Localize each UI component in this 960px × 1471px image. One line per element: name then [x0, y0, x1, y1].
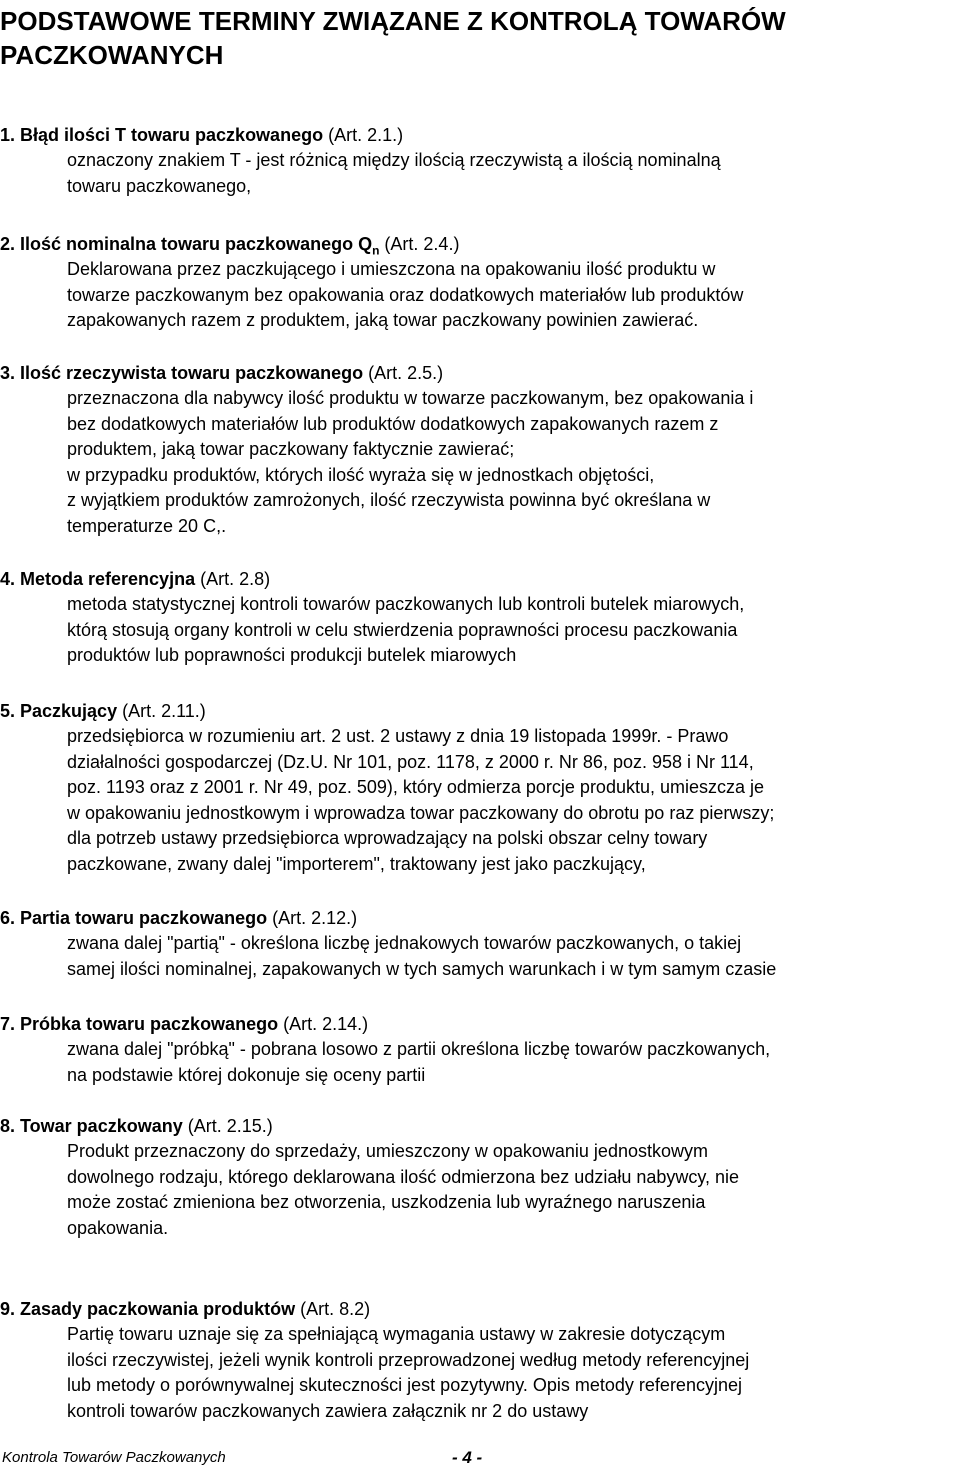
section-term: 9. Zasady paczkowania produktów	[0, 1299, 296, 1319]
section-article-ref: (Art. 2.14.)	[278, 1014, 369, 1034]
document-title	[0, 4, 960, 72]
section-term: 1. Błąd ilości T towaru paczkowanego	[0, 125, 324, 145]
section-heading	[0, 566, 960, 592]
section-line: którą stosują organy kontroli w celu stwierdzenia poprawności procesu paczkowania	[67, 619, 738, 640]
section-article-ref: (Art. 2.11.)	[117, 701, 206, 721]
section-line: produktem, jaką towar paczkowany faktycznie zawierać;	[67, 439, 515, 459]
section-line: paczkowane, zwany dalej "importerem", traktowany jest jako paczkujący,	[67, 853, 646, 874]
section-body	[67, 1322, 960, 1424]
section-7	[0, 1011, 960, 1088]
section-term: 7. Próbka towaru paczkowanego	[0, 1014, 279, 1034]
section-line: zapakowanych razem z produktem, jaką towar paczkowany powinien zawierać.	[67, 310, 699, 330]
section-line: Produkt przeznaczony do sprzedaży, umieszczony w opakowaniu jednostkowym	[67, 1141, 708, 1161]
section-line: poz. 1193 oraz z 2001 r. Nr 49, poz. 509), który odmierza porcje produktu, umieszcza je	[67, 777, 765, 797]
section-1	[0, 122, 960, 199]
section-article-ref: (Art. 2.15.)	[182, 1116, 273, 1136]
title-line-1: PODSTAWOWE TERMINY ZWIĄZANE Z KONTROLĄ TOWARÓW	[0, 6, 786, 36]
section-heading	[0, 1296, 960, 1322]
section-line: opakowania.	[67, 1217, 169, 1238]
section-body	[67, 592, 960, 669]
section-heading	[0, 905, 960, 931]
section-line: zwana dalej "próbką" - pobrana losowo z partii określona liczbę towarów paczkowanych,	[67, 1039, 771, 1059]
section-line: Deklarowana przez paczkującego i umieszczona na opakowaniu ilość produktu w	[67, 259, 716, 279]
title-line-2: PACZKOWANYCH	[0, 40, 224, 70]
section-line: zwana dalej "partią" - określona liczbę jednakowych towarów paczkowanych, o takiej	[67, 933, 742, 953]
section-line: dla potrzeb ustawy przedsiębiorca wprowadzający na polski obszar celny towary	[67, 828, 708, 848]
section-line: przedsiębiorca w rozumieniu art. 2 ust. 2 ustawy z dnia 19 listopada 1999r. - Prawo	[67, 726, 729, 746]
section-heading	[0, 122, 960, 148]
section-6	[0, 905, 960, 982]
section-line: temperaturze 20 C,.	[67, 515, 227, 536]
section-term: 5. Paczkujący	[0, 701, 118, 721]
section-4	[0, 566, 960, 669]
section-heading	[0, 231, 960, 257]
section-body	[67, 257, 960, 334]
section-term: 3. Ilość rzeczywista towaru paczkowanego	[0, 363, 364, 383]
section-body	[67, 148, 960, 199]
section-article-ref: (Art. 2.1.)	[323, 125, 404, 145]
section-term: 4. Metoda referencyjna	[0, 569, 196, 589]
section-article-ref: (Art. 2.12.)	[267, 908, 358, 928]
section-body	[67, 386, 960, 539]
section-line: metoda statystycznej kontroli towarów paczkowanych lub kontroli butelek miarowych,	[67, 594, 745, 614]
section-article-ref: (Art. 2.8)	[195, 569, 271, 589]
section-line: kontroli towarów paczkowanych zawiera załącznik nr 2 do ustawy	[67, 1400, 589, 1421]
section-heading	[0, 698, 960, 724]
footer-document-name: Kontrola Towarów Paczkowanych	[2, 1449, 226, 1466]
section-line: samej ilości nominalnej, zapakowanych w tych samych warunkach i w tym samym czasie	[67, 958, 777, 979]
section-term-subscript: n	[372, 243, 380, 258]
section-line: lub metody o porównywalnej skuteczności jest pozytywny. Opis metody referencyjnej	[67, 1375, 742, 1395]
page-number: - 4 -	[452, 1448, 483, 1467]
section-heading	[0, 1011, 960, 1037]
section-article-ref: (Art. 8.2)	[295, 1299, 371, 1319]
section-line: bez dodatkowych materiałów lub produktów dodatkowych zapakowanych razem z	[67, 413, 719, 434]
section-line: towarze paczkowanym bez opakowania oraz dodatkowych materiałów lub produktów	[67, 284, 744, 305]
section-line: przeznaczona dla nabywcy ilość produktu w towarze paczkowanym, bez opakowania i	[67, 388, 754, 408]
section-8	[0, 1113, 960, 1241]
section-line: ilości rzeczywistej, jeżeli wynik kontroli przeprowadzonej według metody referencyjnej	[67, 1349, 750, 1370]
section-term: 8. Towar paczkowany	[0, 1116, 183, 1136]
section-line: oznaczony znakiem T - jest różnicą między ilością rzeczywistą a ilością nominalną	[67, 150, 721, 170]
section-article-ref: (Art. 2.5.)	[363, 363, 444, 383]
section-5	[0, 698, 960, 877]
section-term: 2. Ilość nominalna towaru paczkowanego Q	[0, 234, 373, 254]
section-heading	[0, 1113, 960, 1139]
section-line: towaru paczkowanego,	[67, 175, 252, 196]
section-line: dowolnego rodzaju, którego deklarowana ilość odmierzona bez udziału nabywcy, nie	[67, 1166, 740, 1187]
section-body	[67, 1037, 960, 1088]
section-line: produktów lub poprawności produkcji butelek miarowych	[67, 645, 517, 665]
section-line: Partię towaru uznaje się za spełniającą wymagania ustawy w zakresie dotyczącym	[67, 1324, 726, 1344]
section-line: na podstawie której dokonuje się oceny partii	[67, 1064, 426, 1085]
section-line: w opakowaniu jednostkowym i wprowadza towar paczkowany do obrotu po raz pierwszy;	[67, 802, 775, 823]
section-body	[67, 931, 960, 982]
section-line: działalności gospodarczej (Dz.U. Nr 101, poz. 1178, z 2000 r. Nr 86, poz. 958 i Nr 114,	[67, 751, 754, 772]
section-line: w przypadku produktów, których ilość wyraża się w jednostkach objętości,	[67, 464, 655, 485]
section-body	[67, 1139, 960, 1241]
section-2	[0, 231, 960, 334]
section-line: z wyjątkiem produktów zamrożonych, ilość rzeczywista powinna być określana w	[67, 490, 711, 510]
page-footer	[0, 1448, 960, 1470]
section-3	[0, 360, 960, 539]
section-body	[67, 724, 960, 877]
section-term: 6. Partia towaru paczkowanego	[0, 908, 268, 928]
section-9	[0, 1296, 960, 1424]
section-line: może zostać zmieniona bez otworzenia, uszkodzenia lub wyraźnego naruszenia	[67, 1192, 706, 1212]
section-article-ref: (Art. 2.4.)	[379, 234, 460, 254]
section-heading	[0, 360, 960, 386]
